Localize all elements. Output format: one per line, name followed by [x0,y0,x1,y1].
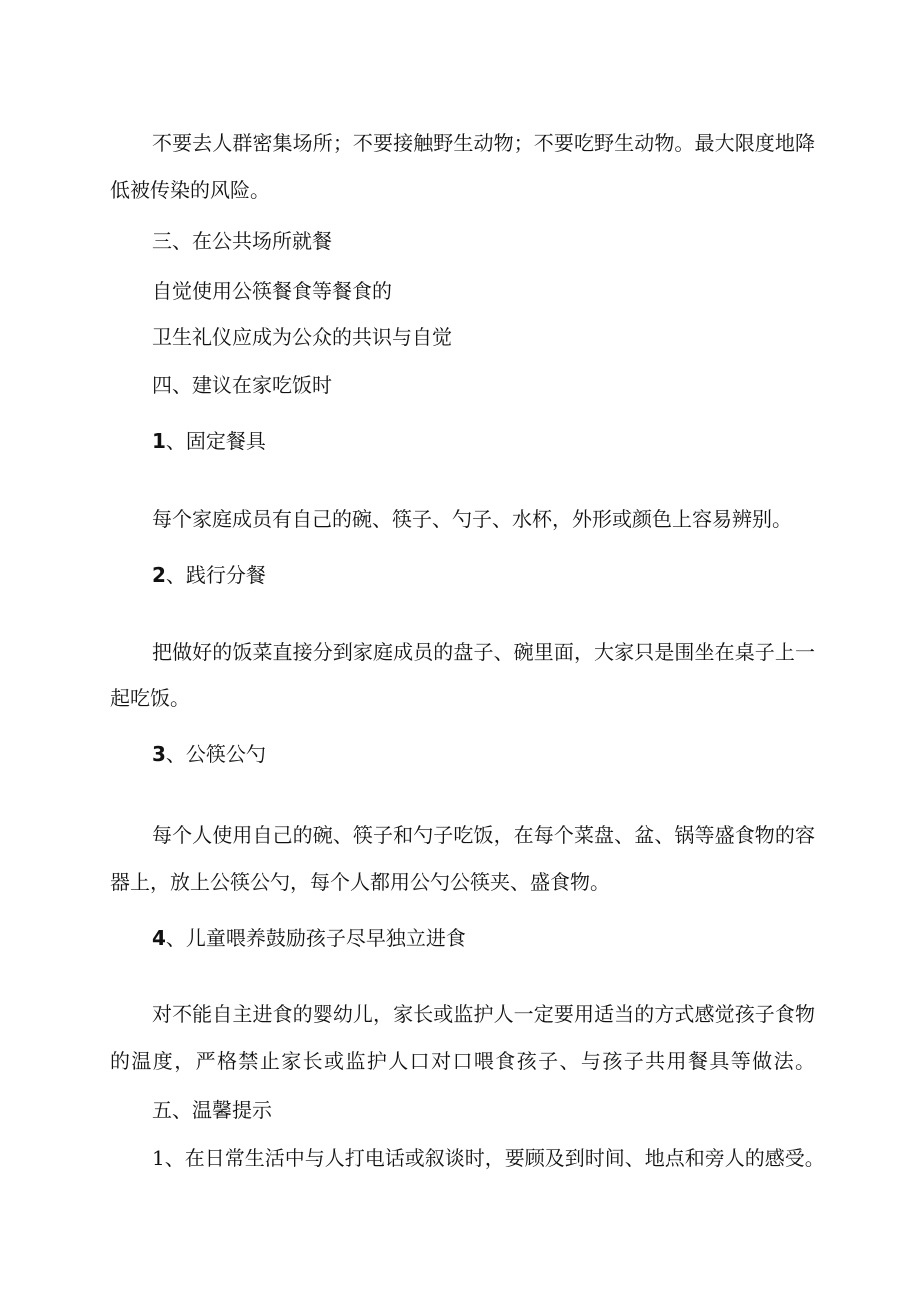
paragraph-line: 对不能自主进食的婴幼儿，家长或监护人一定要用适当的方式感觉孩子食物 [152,1002,815,1026]
paragraph-line: 每个家庭成员有自己的碗、筷子、勺子、水杯，外形或颜色上容易辨别。 [152,507,792,531]
section-heading: 四、建议在家吃饭时 [152,373,332,397]
paragraph-line: 不要去人群密集场所；不要接触野生动物；不要吃野生动物。最大限度地降 [152,131,815,155]
subheading-text: 、固定餐具 [165,429,266,453]
subheading-number: 4 [152,926,166,950]
subheading [152,742,815,766]
subheading-text: 、公筷公勺 [165,742,266,766]
section-heading: 五、温馨提示 [152,1098,272,1122]
paragraph-line: 1、在日常生活中与人打电话或叙谈时，要顾及到时间、地点和旁人的感受。 [152,1146,825,1170]
paragraph-line: 每个人使用自己的碗、筷子和勺子吃饭，在每个菜盘、盆、锅等盛食物的容 [152,823,815,847]
paragraph-line: 的温度，严格禁止家长或监护人口对口喂食孩子、与孩子共用餐具等做法。 [110,1049,815,1073]
subheading-text: 、儿童喂养鼓励孩子尽早独立进食 [165,926,466,950]
subheading-text: 、践行分餐 [165,563,266,587]
paragraph-line: 把做好的饭菜直接分到家庭成员的盘子、碗里面，大家只是围坐在桌子上一 [152,640,815,664]
paragraph-line: 卫生礼仪应成为公众的共识与自觉 [152,325,452,349]
subheading [152,926,815,950]
subheading [152,563,815,587]
paragraph-line: 低被传染的风险。 [110,178,270,202]
subheading [152,429,815,453]
subheading-number: 2 [152,563,166,587]
subheading-number: 1 [152,429,166,453]
paragraph-line: 器上，放上公筷公勺，每个人都用公勺公筷夹、盛食物。 [110,870,610,894]
section-heading: 三、在公共场所就餐 [152,229,332,253]
paragraph-line: 起吃饭。 [110,686,190,710]
subheading-number: 3 [152,742,166,766]
paragraph-line: 自觉使用公筷餐食等餐食的 [152,279,392,303]
